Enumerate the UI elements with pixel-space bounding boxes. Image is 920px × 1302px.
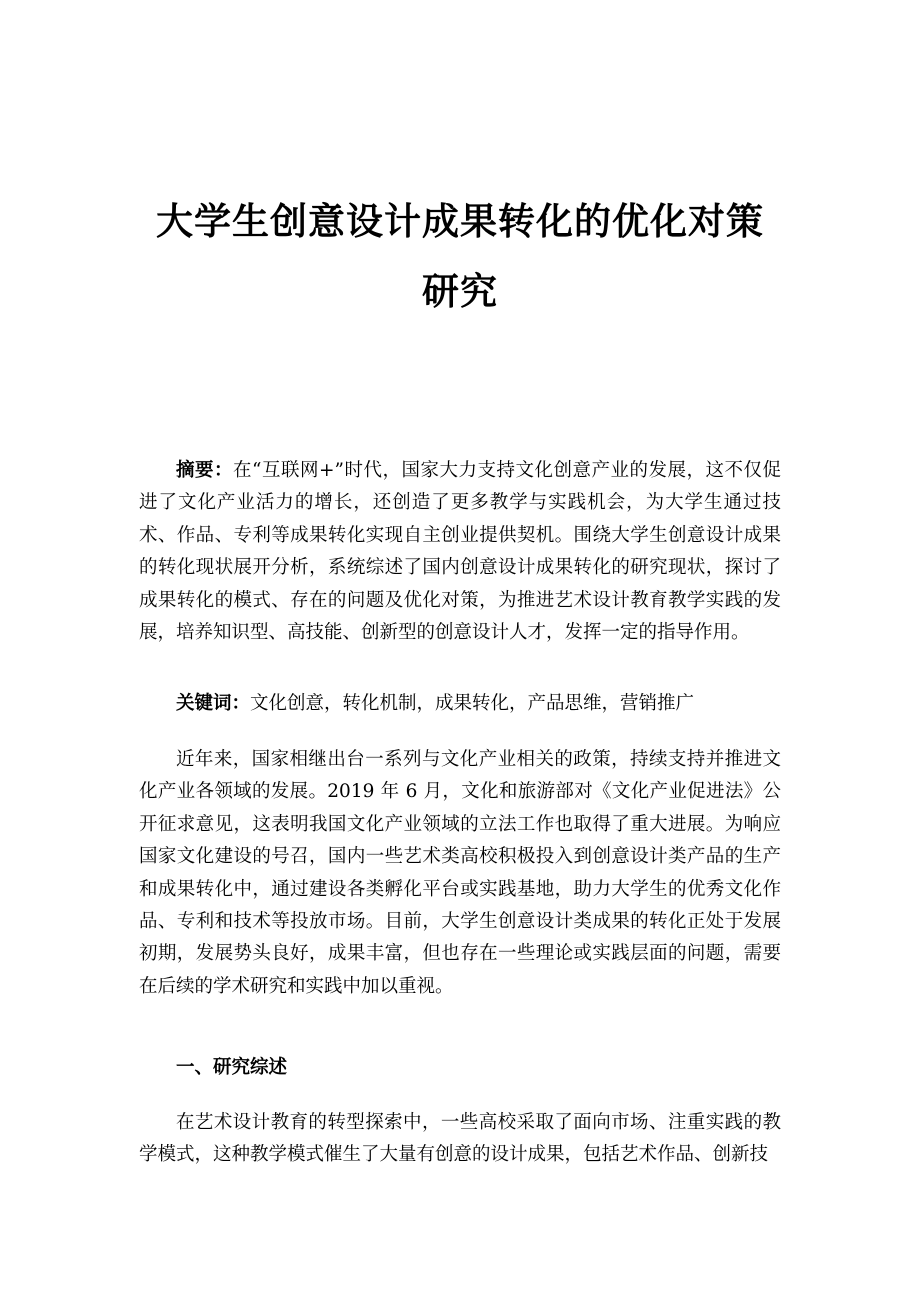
keywords-text: 文化创意，转化机制，成果转化，产品思维，营销推广 <box>250 693 695 714</box>
abstract-paragraph <box>139 455 781 649</box>
intro-paragraph: 近年来，国家相继出台一系列与文化产业相关的政策，持续支持并推进文化产业各领域的发展。2019 年 6 月，文化和旅游部对《文化产业促进法》公开征求意见，这表明我国文化产业领域的立法工作也取得了重大进展。为响应国家文化建设的号召，国内一些艺术类高校积极投入到创意设计类产品的生产和成果转化中，通过建设各类孵化平台或实践基地，助力大学生的优秀文化作品、专利和技术等投放市场。目前，大学生创意设计类成果的转化正处于发展初期，发展势头良好，成果丰富，但也存在一些理论或实践层面的问题，需要在后续的学术研究和实践中加以重视。 <box>139 749 781 997</box>
document-title: 大学生创意设计成果转化的优化对策研究 <box>156 199 764 313</box>
abstract-label: 摘要： <box>176 460 234 481</box>
section-paragraph: 在艺术设计教育的转型探索中，一些高校采取了面向市场、注重实践的教学模式，这种教学模式催生了大量有创意的设计成果，包括艺术作品、创新技 <box>139 1112 781 1166</box>
keywords-paragraph <box>139 688 781 720</box>
keywords-label: 关键词： <box>176 693 251 714</box>
section-heading: 一、研究综述 <box>176 1057 288 1078</box>
abstract-text: 在“互联网+”时代，国家大力支持文化创意产业的发展，这不仅促进了文化产业活力的增长，还创造了更多教学与实践机会，为大学生通过技术、作品、专利等成果转化实现自主创业提供契机。围绕大学生创意设计成果的转化现状展开分析，系统综述了国内创意设计成果转化的研究现状，探讨了成果转化的模式、存在的问题及优化对策，为推进艺术设计教育教学实践的发展，培养知识型、高技能、创新型的创意设计人才，发挥一定的指导作用。 <box>139 460 781 644</box>
